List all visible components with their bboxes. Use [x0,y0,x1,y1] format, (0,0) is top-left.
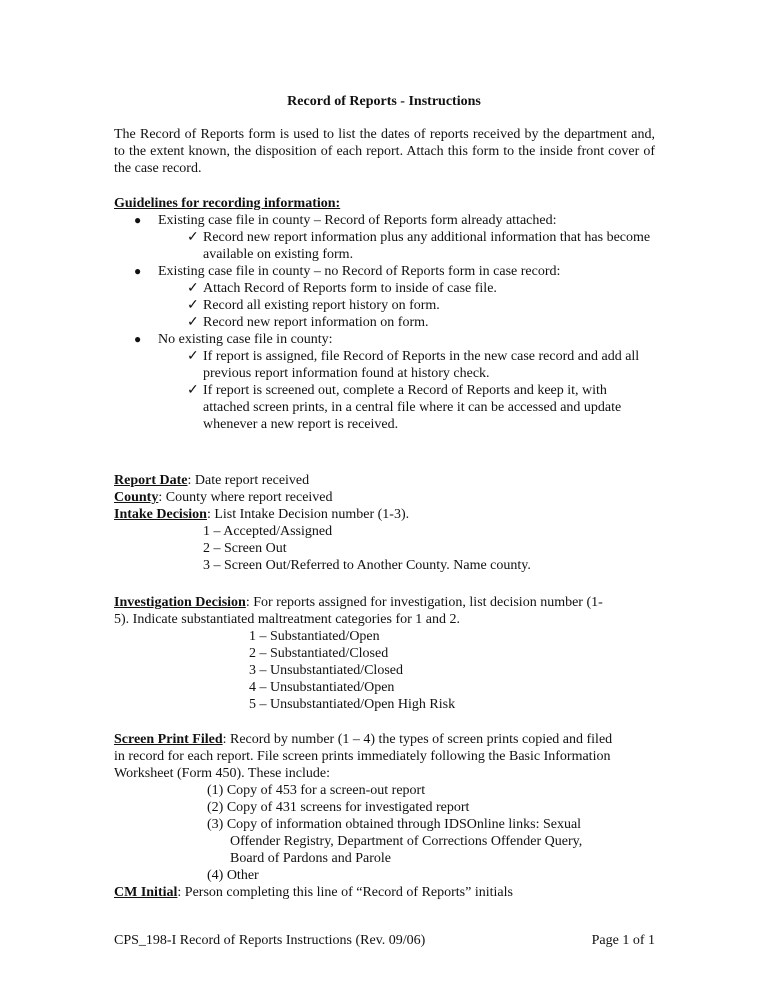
bullet-icon: ● [134,213,142,227]
screen-print-option: (3) Copy of information obtained through IDSOnline links: Sexual [207,817,582,832]
screen-print-option: (2) Copy of 431 screens for investigated report [207,800,470,815]
guideline-bullet [114,263,674,280]
county-definition [114,489,674,506]
page-footer [114,932,655,949]
check-text: Record new report information plus any additional information that has become available on existing form. [203,230,651,262]
field-definitions [114,472,674,574]
checkmark-icon: ✓ [187,349,199,364]
bullet-icon: ● [134,264,142,278]
screen-print-option: (1) Copy of 453 for a screen-out report [207,783,426,798]
checkmark-icon: ✓ [187,230,199,245]
intake-term: Intake Decision [114,507,207,522]
check-text: Attach Record of Reports form to inside of case file. [203,281,497,296]
investigation-line1: : For reports assigned for investigation, list decision number (1- [245,595,603,610]
checkmark-icon: ✓ [187,315,199,330]
check-text: Record all existing report history on form. [203,298,440,313]
investigation-line2: 5). Indicate substantiated maltreatment categories for 1 and 2. [114,612,460,627]
investigation-term: Investigation Decision [114,595,246,610]
bullet-icon: ● [134,332,142,346]
intake-definition [114,506,674,523]
screen-print-line2: in record for each report. File screen prints immediately following the Basic Information [114,749,611,764]
bullet-text: Existing case file in county – Record of Reports form already attached: [158,213,557,228]
investigation-section [114,594,659,713]
bullet-text: No existing case file in county: [158,332,333,347]
screen-print-section [114,731,659,901]
guideline-check [114,348,655,382]
report-date-text: : Date report received [187,473,310,488]
county-term: County [114,490,159,505]
guideline-check [114,280,655,297]
intake-text: : List Intake Decision number (1-3). [206,507,410,522]
intake-option: 2 – Screen Out [203,541,287,556]
county-text: : County where report received [158,490,333,505]
check-text: Record new report information on form. [203,315,429,330]
screen-print-line1: : Record by number (1 – 4) the types of screen prints copied and filed [222,732,613,747]
guideline-bullet [114,212,674,229]
guideline-check [114,314,655,331]
investigation-option: 1 – Substantiated/Open [249,629,380,644]
screen-print-option-continued: Board of Pardons and Parole [230,851,391,866]
investigation-option: 4 – Unsubstantiated/Open [249,680,395,695]
screen-print-option-continued: Offender Registry, Department of Corrections Offender Query, [230,834,583,849]
screen-print-option: (4) Other [207,868,259,883]
guideline-check [114,297,655,314]
investigation-option: 2 – Substantiated/Closed [249,646,389,661]
screen-print-line3: Worksheet (Form 450). These include: [114,766,330,781]
report-date-definition [114,472,674,489]
footer-form-id: CPS_198-I Record of Reports Instructions (Rev. 09/06) [114,933,426,948]
screen-print-term: Screen Print Filed [114,732,223,747]
checkmark-icon: ✓ [187,281,199,296]
guideline-check [114,382,655,433]
check-text: If report is assigned, file Record of Reports in the new case record and add all previous report information found at history check. [203,349,640,381]
checkmark-icon: ✓ [187,298,199,313]
guideline-check [114,229,655,263]
investigation-definition [114,594,659,611]
checkmark-icon: ✓ [187,383,199,398]
screen-print-definition [114,731,659,748]
cm-initial-text: : Person completing this line of “Record of Reports” initials [177,885,513,900]
check-text: If report is screened out, complete a Record of Reports and keep it, with attached screen prints, in a central file where it can be accessed and update whenever a new report is received. [203,383,622,432]
investigation-option: 3 – Unsubstantiated/Closed [249,663,403,678]
page-title: Record of Reports - Instructions [287,94,481,109]
intake-option: 1 – Accepted/Assigned [203,524,333,539]
guidelines-section [114,195,674,433]
bullet-text: Existing case file in county – no Record of Reports form in case record: [158,264,561,279]
report-date-term: Report Date [114,473,188,488]
guideline-bullet [114,331,674,348]
cm-initial-term: CM Initial [114,885,178,900]
investigation-option: 5 – Unsubstantiated/Open High Risk [249,697,456,712]
cm-initial-definition [114,884,659,901]
footer-page-number: Page 1 of 1 [591,933,655,948]
intake-option: 3 – Screen Out/Referred to Another County. Name county. [203,558,531,573]
guidelines-heading: Guidelines for recording information: [114,196,341,211]
intro-paragraph: The Record of Reports form is used to list the dates of reports received by the department and, to the extent known, the disposition of each report. Attach this form to the inside front cover of the case record. [114,127,655,176]
